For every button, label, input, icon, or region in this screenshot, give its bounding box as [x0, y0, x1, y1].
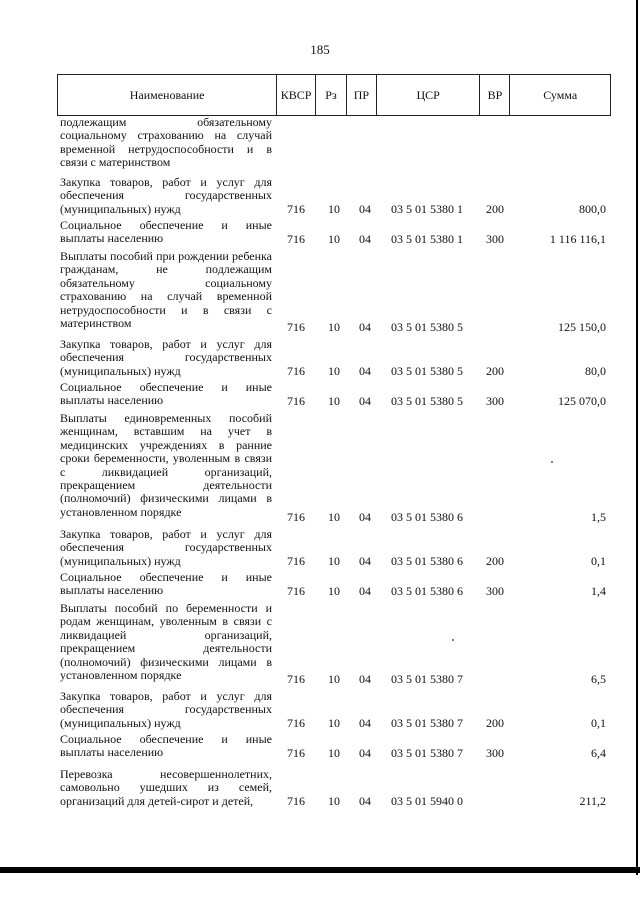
row-rz: 10: [328, 583, 340, 598]
row-kvsr: 716: [287, 715, 305, 730]
row-vr: 200: [486, 553, 504, 568]
row-sum: 0,1: [591, 715, 606, 730]
row-csr: 03 5 01 5380 7: [391, 715, 463, 730]
row-name: Закупка товаров, работ и услуг для обеспечения государственных (муниципальных) нужд: [60, 175, 272, 216]
row-rz: 10: [328, 319, 340, 334]
row-vr: 200: [486, 201, 504, 216]
page-number: 185: [310, 42, 330, 57]
row-sum: 6,5: [591, 671, 606, 686]
row-rz: 10: [328, 715, 340, 730]
row-vr: 200: [486, 715, 504, 730]
row-kvsr: 716: [287, 231, 305, 246]
header-sum: Сумма: [543, 87, 578, 102]
row-pr: 04: [359, 553, 371, 568]
row-pr: 04: [359, 671, 371, 686]
table-row: [0, 768, 640, 808]
table-row: [0, 690, 640, 730]
row-pr: 04: [359, 509, 371, 524]
row-csr: 03 5 01 5380 6: [391, 509, 463, 524]
row-pr: 04: [359, 715, 371, 730]
row-vr: 200: [486, 363, 504, 378]
row-name: Закупка товаров, работ и услуг для обеспечения государственных (муниципальных) нужд: [60, 689, 272, 730]
row-csr: 03 5 01 5380 6: [391, 583, 463, 598]
header-pr: ПР: [347, 75, 377, 115]
row-sum: 211,2: [579, 793, 606, 808]
row-csr: 03 5 01 5380 5: [391, 319, 463, 334]
row-name: Выплаты пособий по беременности и родам женщинам, уволенным в связи с ликвидацией организаций, прекращением деятельности (полномочий) физическими лицами в установленном порядке: [60, 601, 272, 683]
scan-edge: [636, 0, 638, 875]
row-name: Социальное обеспечение и иные выплаты населению: [60, 570, 272, 598]
row-sum: 125 150,0: [558, 319, 606, 334]
table-row: [0, 176, 640, 216]
row-csr: 03 5 01 5380 7: [391, 745, 463, 760]
table-row: [0, 571, 640, 598]
row-kvsr: 716: [287, 201, 305, 216]
row-sum: 80,0: [585, 363, 606, 378]
row-pr: 04: [359, 583, 371, 598]
row-kvsr: 716: [287, 553, 305, 568]
table-row: [0, 528, 640, 568]
row-kvsr: 716: [287, 793, 305, 808]
row-name: Перевозка несовершеннолетних, самовольно ушедших из семей, организаций для детей-сирот и детей,: [60, 767, 272, 808]
table-row: [0, 338, 640, 378]
row-rz: 10: [328, 793, 340, 808]
table-row: [0, 412, 640, 524]
row-kvsr: 716: [287, 745, 305, 760]
row-sum: 0,1: [591, 553, 606, 568]
row-vr: 300: [486, 745, 504, 760]
row-rz: 10: [328, 393, 340, 408]
row-sum: 800,0: [579, 201, 606, 216]
row-sum: 1,4: [591, 583, 606, 598]
row-csr: 03 5 01 5380 5: [391, 393, 463, 408]
scan-bottom-border: [0, 867, 640, 873]
row-pr: 04: [359, 231, 371, 246]
row-csr: 03 5 01 5940 0: [391, 793, 463, 808]
row-sum: 125 070,0: [558, 393, 606, 408]
row-csr: 03 5 01 5380 5: [391, 363, 463, 378]
row-name: Социальное обеспечение и иные выплаты населению: [60, 380, 272, 408]
row-name: подлежащим обязательному социальному страхованию на случай временной нетрудоспособности и в связи с материнством: [60, 115, 272, 170]
table-row: [0, 219, 640, 246]
row-sum: 1 116 116,1: [549, 231, 606, 246]
header-name: Наименование: [58, 75, 277, 115]
row-rz: 10: [328, 231, 340, 246]
row-csr: 03 5 01 5380 7: [391, 671, 463, 686]
row-name: Социальное обеспечение и иные выплаты населению: [60, 732, 272, 760]
row-pr: 04: [359, 793, 371, 808]
row-pr: 04: [359, 745, 371, 760]
table-row: [0, 116, 640, 170]
row-rz: 10: [328, 201, 340, 216]
row-kvsr: 716: [287, 363, 305, 378]
row-vr: 300: [486, 583, 504, 598]
row-kvsr: 716: [287, 509, 305, 524]
row-name: Закупка товаров, работ и услуг для обеспечения государственных (муниципальных) нужд: [60, 527, 272, 568]
row-sum: 6,4: [591, 745, 606, 760]
row-rz: 10: [328, 745, 340, 760]
row-pr: 04: [359, 393, 371, 408]
row-name: Выплаты пособий при рождении ребенка гражданам, не подлежащим обязательному социальному страхованию на случай временной нетрудоспособности и в связи с материнством: [60, 249, 272, 331]
row-pr: 04: [359, 319, 371, 334]
row-name: Социальное обеспечение и иные выплаты населению: [60, 218, 272, 246]
scan-speck: [452, 639, 454, 641]
table-header: [57, 74, 611, 116]
row-kvsr: 716: [287, 671, 305, 686]
header-vr: ВР: [480, 75, 510, 115]
row-kvsr: 716: [287, 319, 305, 334]
row-kvsr: 716: [287, 583, 305, 598]
row-vr: 300: [486, 393, 504, 408]
row-kvsr: 716: [287, 393, 305, 408]
row-sum: 1,5: [591, 509, 606, 524]
row-rz: 10: [328, 671, 340, 686]
scan-speck: [551, 461, 553, 463]
row-rz: 10: [328, 553, 340, 568]
header-csr: ЦСР: [377, 75, 481, 115]
row-vr: 300: [486, 231, 504, 246]
row-name: Выплаты единовременных пособий женщинам, вставшим на учет в медицинских учреждениях в ранние сроки беременности, уволенным в связи с ликвидацией организаций, прекращением деятельности (полномочий) физическими лицами в установленном порядке: [60, 411, 272, 519]
header-rz: Рз: [316, 75, 347, 115]
table-row: [0, 602, 640, 686]
row-csr: 03 5 01 5380 6: [391, 553, 463, 568]
row-csr: 03 5 01 5380 1: [391, 231, 463, 246]
header-kvsr: КВСР: [277, 75, 316, 115]
row-pr: 04: [359, 363, 371, 378]
row-rz: 10: [328, 509, 340, 524]
table-row: [0, 381, 640, 408]
row-name: Закупка товаров, работ и услуг для обеспечения государственных (муниципальных) нужд: [60, 337, 272, 378]
table-row: [0, 733, 640, 760]
row-pr: 04: [359, 201, 371, 216]
row-csr: 03 5 01 5380 1: [391, 201, 463, 216]
table-row: [0, 250, 640, 334]
row-rz: 10: [328, 363, 340, 378]
